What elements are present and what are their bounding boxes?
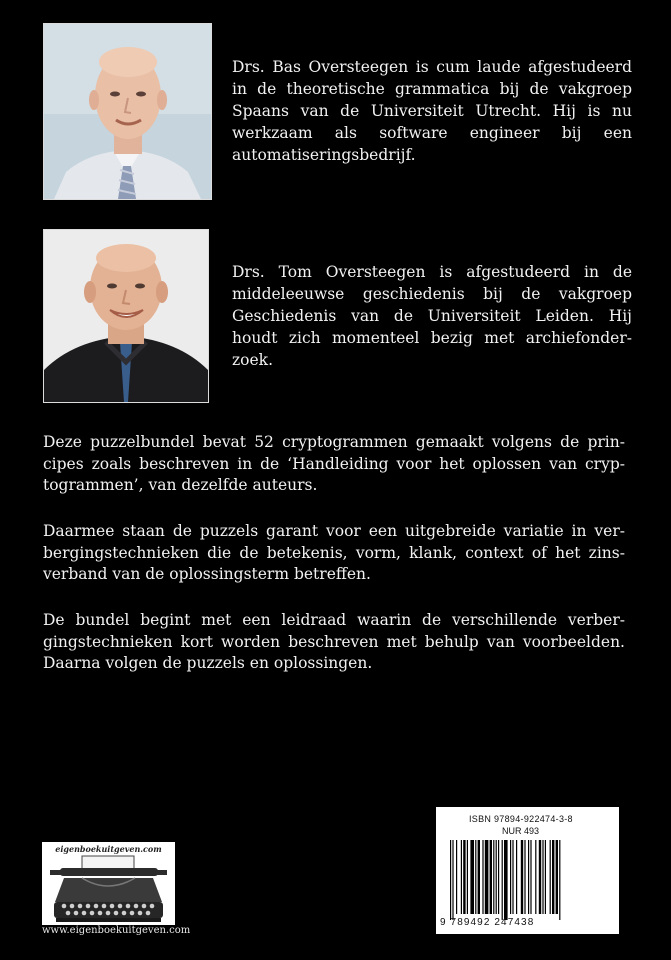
author-bio-bas: Drs. Bas Oversteegen is cum laude afgestudeerd in de theoretische grammatica bij de vakgroep Spaans van de Universiteit Utrecht. Hij is nu werkzaam als software engineer bij een automatiseringsbedrijf. xyxy=(232,58,632,164)
barcode-bar xyxy=(516,840,517,914)
barcode-bars xyxy=(448,840,608,920)
barcode-bar xyxy=(470,840,474,914)
barcode-bar xyxy=(510,840,511,914)
barcode-bar xyxy=(535,840,536,914)
barcode-bar xyxy=(552,840,554,914)
nur-label: NUR 493 xyxy=(502,826,540,836)
description-paragraph-3: De bundel begint met een leidraad waarin de verschillende verbergingstechnieken kort worden beschreven met behulp van voorbeelden. Daarna volgen de puzzels en oplossingen. xyxy=(43,611,625,672)
author-photo-tom xyxy=(43,229,209,403)
barcode-bar xyxy=(556,840,558,914)
barcode-bar xyxy=(467,840,468,914)
barcode-bar xyxy=(539,840,541,914)
barcode-bar xyxy=(512,840,513,914)
typewriter-icon xyxy=(42,842,175,925)
barcode-bar xyxy=(498,840,499,914)
barcode-bar xyxy=(493,840,494,914)
description-paragraph-2: Daarmee staan de puzzels garant voor een uitgebreide variatie in verbergingstechnieken die de betekenis, vorm, klank, context of het zinsverband van de oplossingsterm betreffen. xyxy=(43,522,625,583)
publisher-logo-text: eigenboekuitgeven.com xyxy=(55,844,162,854)
author-photo-bas xyxy=(43,23,212,200)
barcode-bar xyxy=(461,840,462,914)
description-paragraph-1: Deze puzzelbundel bevat 52 cryptogrammen gemaakt volgens de principes zoals beschreven in de ‘Handleiding voor het oplossen van cryptogrammen’, van dezelfde auteurs. xyxy=(43,433,625,494)
barcode-bar xyxy=(530,840,531,914)
barcode-bar xyxy=(504,840,508,920)
isbn-label: ISBN 97894-922474-3-8 xyxy=(469,814,573,824)
barcode-bar xyxy=(485,840,489,914)
barcode-bar xyxy=(528,840,529,914)
barcode-bar xyxy=(550,840,551,914)
barcode-bar xyxy=(542,840,543,914)
barcode-digits: 9 789492 247438 xyxy=(440,917,535,928)
isbn-barcode xyxy=(436,807,619,934)
barcode-bar xyxy=(452,840,453,920)
barcode-bar xyxy=(559,840,560,920)
barcode-bar xyxy=(496,840,497,914)
barcode-bar xyxy=(450,840,451,920)
barcode-bar xyxy=(478,840,480,914)
barcode-bar xyxy=(456,840,457,914)
barcode-bar xyxy=(545,840,546,914)
barcode-bar xyxy=(482,840,483,914)
publisher-url[interactable]: www.eigenboekuitgeven.com xyxy=(42,925,191,936)
author-bio-tom: Drs. Tom Oversteegen is afgestudeerd in de middeleeuwse geschiedenis bij de vakgroep Geschiedenis van de Universiteit Leiden. Hij houdt zich momenteel bezig met archiefonderzoek. xyxy=(232,263,632,369)
barcode-bar xyxy=(524,840,525,914)
barcode-bar xyxy=(463,840,465,914)
publisher-logo xyxy=(42,842,175,925)
barcode-bar xyxy=(502,840,503,920)
barcode-bar xyxy=(475,840,476,914)
barcode-bar xyxy=(490,840,492,914)
barcode-bar xyxy=(521,840,523,914)
